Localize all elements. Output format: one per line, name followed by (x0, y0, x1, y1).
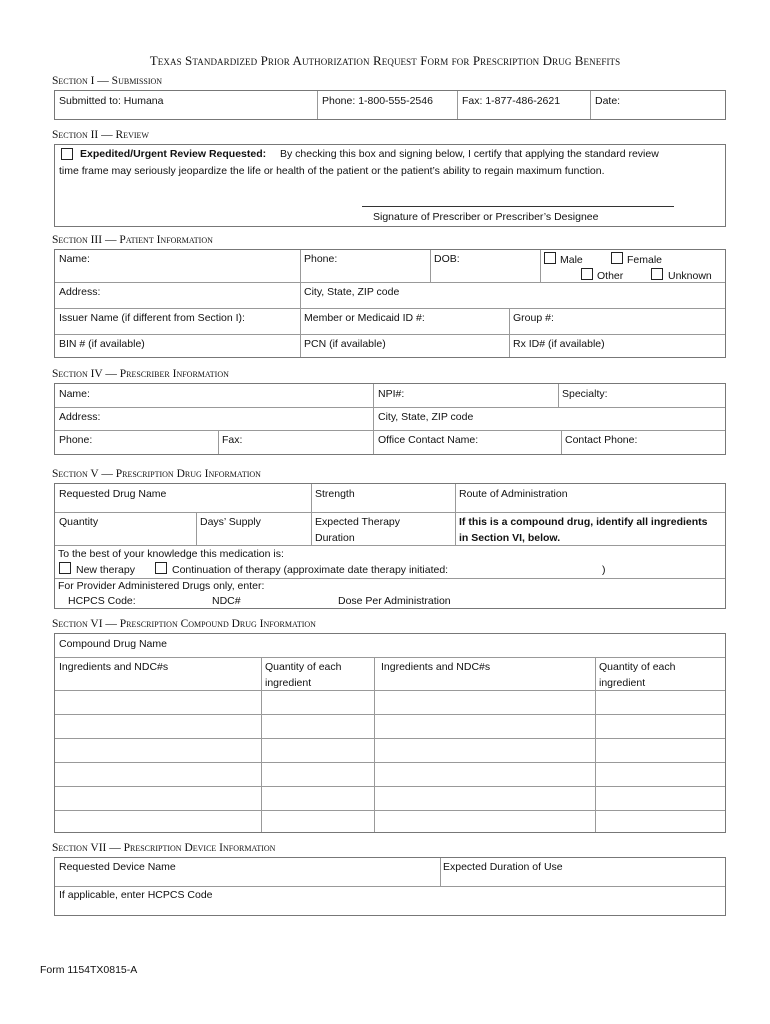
prescriber-address-field[interactable]: Address: (59, 411, 101, 423)
unknown-checkbox[interactable] (651, 268, 663, 280)
divider (55, 282, 725, 283)
divider (196, 512, 197, 545)
divider (55, 512, 725, 513)
submitted-to-field[interactable]: Submitted to: Humana (59, 95, 164, 107)
provider-label: For Provider Administered Drugs only, enter: (58, 580, 265, 592)
divider (55, 334, 725, 335)
divider (55, 545, 725, 546)
divider (55, 762, 725, 763)
bin-field[interactable]: BIN # (if available) (59, 338, 145, 350)
continuation-checkbox[interactable] (155, 562, 167, 574)
male-label: Male (560, 254, 583, 266)
section-2-heading: Section II — Review (52, 129, 149, 141)
route-field[interactable]: Route of Administration (459, 488, 568, 500)
male-checkbox[interactable] (544, 252, 556, 264)
duration-label: Duration (315, 532, 355, 544)
divider (300, 250, 301, 357)
dose-field[interactable]: Dose Per Administration (338, 595, 451, 607)
divider (311, 484, 312, 545)
divider (55, 810, 725, 811)
expedited-text: By checking this box and signing below, I certify that applying the standard review (280, 148, 659, 160)
signature-label: Signature of Prescriber or Prescriber’s Designee (373, 211, 599, 223)
divider (373, 384, 374, 454)
patient-dob-field[interactable]: DOB: (434, 253, 460, 265)
prescriber-fax-field[interactable]: Fax: (222, 434, 243, 446)
npi-field[interactable]: NPI#: (378, 388, 405, 400)
divider (509, 308, 510, 357)
submission-fax-field[interactable]: Fax: 1-877-486-2621 (462, 95, 561, 107)
divider (55, 738, 725, 739)
expected-duration-field[interactable]: Expected Duration of Use (443, 861, 563, 873)
section-5-heading: Section V — Prescription Drug Information (52, 468, 261, 480)
divider (55, 407, 725, 408)
form-title: Texas Standardized Prior Authorization Request Form for Prescription Drug Benefits (149, 53, 621, 68)
compound-drug-name-field[interactable]: Compound Drug Name (59, 638, 167, 650)
ingredients-header-1: Ingredients and NDC#s (59, 661, 169, 673)
section-3-heading: Section III — Patient Information (52, 234, 213, 246)
group-field[interactable]: Group #: (513, 312, 554, 324)
divider (261, 657, 262, 832)
strength-field[interactable]: Strength (315, 488, 355, 500)
divider (317, 91, 318, 119)
requested-drug-name-field[interactable]: Requested Drug Name (59, 488, 167, 500)
patient-address-field[interactable]: Address: (59, 286, 101, 298)
patient-box (54, 249, 726, 358)
quantity-header-2: Quantity of each (599, 661, 676, 673)
expedited-checkbox[interactable] (61, 148, 73, 160)
ndc-field[interactable]: NDC# (212, 595, 241, 607)
submission-phone-field[interactable]: Phone: 1-800-555-2546 (322, 95, 433, 107)
quantity-header-1b: ingredient (265, 677, 312, 689)
knowledge-label: To the best of your knowledge this medication is: (58, 548, 284, 560)
other-label: Other (597, 270, 624, 282)
rx-id-field[interactable]: Rx ID# (if available) (513, 338, 605, 350)
divider (455, 484, 456, 545)
divider (457, 91, 458, 119)
office-contact-field[interactable]: Office Contact Name: (378, 434, 479, 446)
section-7-heading: Section VII — Prescription Device Information (52, 842, 276, 854)
section-1-heading: Section I — Submission (52, 75, 163, 87)
continuation-label: Continuation of therapy (approximate date therapy initiated: (172, 564, 449, 576)
prescriber-city-field[interactable]: City, State, ZIP code (378, 411, 474, 423)
new-therapy-label: New therapy (76, 564, 135, 576)
section-4-heading: Section IV — Prescriber Information (52, 368, 229, 380)
quantity-header-2b: ingredient (599, 677, 646, 689)
divider (55, 657, 725, 658)
quantity-field[interactable]: Quantity (59, 516, 99, 528)
signature-line[interactable] (362, 206, 674, 207)
unknown-label: Unknown (668, 270, 712, 282)
pcn-field[interactable]: PCN (if available) (304, 338, 386, 350)
divider (430, 250, 431, 282)
divider (558, 384, 559, 407)
prescriber-name-field[interactable]: Name: (59, 388, 90, 400)
divider (55, 578, 725, 579)
divider (55, 786, 725, 787)
section-6-heading: Section VI — Prescription Compound Drug Information (52, 618, 316, 630)
device-hcpcs-field[interactable]: If applicable, enter HCPCS Code (59, 889, 213, 901)
compound-note-2: in Section VI, below. (459, 532, 561, 544)
female-checkbox[interactable] (611, 252, 623, 264)
days-supply-field[interactable]: Days’ Supply (200, 516, 261, 528)
divider (55, 714, 725, 715)
divider (561, 430, 562, 454)
hcpcs-code-field[interactable]: HCPCS Code: (68, 595, 136, 607)
submission-date-field[interactable]: Date: (595, 95, 621, 107)
patient-phone-field[interactable]: Phone: (304, 253, 338, 265)
divider (55, 430, 725, 431)
expedited-text-2: time frame may seriously jeopardize the life or health of the patient or the patient’s ability to regain maximum function. (59, 165, 605, 177)
divider (374, 657, 375, 832)
ingredients-header-2: Ingredients and NDC#s (381, 661, 491, 673)
patient-name-field[interactable]: Name: (59, 253, 90, 265)
patient-city-field[interactable]: City, State, ZIP code (304, 286, 400, 298)
issuer-name-field[interactable]: Issuer Name (if different from Section I): (59, 312, 245, 324)
divider (55, 308, 725, 309)
form-number: Form 1154TX0815-A (40, 964, 138, 976)
other-checkbox[interactable] (581, 268, 593, 280)
contact-phone-field[interactable]: Contact Phone: (565, 434, 638, 446)
expedited-label: Expedited/Urgent Review Requested: (80, 148, 267, 160)
close-paren: ) (602, 564, 606, 576)
member-id-field[interactable]: Member or Medicaid ID #: (304, 312, 425, 324)
divider (440, 858, 441, 886)
divider (590, 91, 591, 119)
compound-note: If this is a compound drug, identify all ingredients (459, 516, 708, 528)
prescriber-phone-field[interactable]: Phone: (59, 434, 93, 446)
female-label: Female (627, 254, 663, 266)
quantity-header-1: Quantity of each (265, 661, 342, 673)
divider (55, 886, 725, 887)
requested-device-name-field[interactable]: Requested Device Name (59, 861, 176, 873)
divider (55, 690, 725, 691)
divider (595, 657, 596, 832)
divider (540, 250, 541, 282)
new-therapy-checkbox[interactable] (59, 562, 71, 574)
divider (218, 430, 219, 454)
expected-therapy-field[interactable]: Expected Therapy (315, 516, 401, 528)
specialty-field[interactable]: Specialty: (562, 388, 608, 400)
